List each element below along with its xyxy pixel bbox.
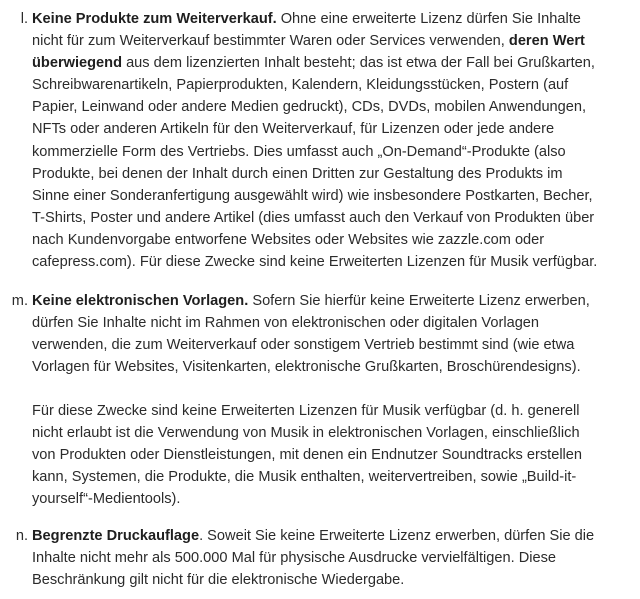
text-segment: Vorlagen für Websites, Visitenkarten, elektronische Grußkarten, Broschürendesigns). — [32, 359, 581, 376]
clause-marker: m. — [11, 293, 28, 309]
text-segment: Schreibwarenartikeln, Papierprodukten, Kalendern, Kleidungsstücken, Postern (auf — [32, 77, 569, 94]
text-segment: kommerzielle Form des Vertriebs. Dies umfasst auch „On-Demand“-Produkte (also — [32, 143, 566, 160]
text-segment: Ohne eine erweiterte Lizenz dürfen Sie Inhalte — [276, 11, 581, 27]
text-line — [32, 30, 634, 52]
text-segment: yourself“-Medientools). — [32, 491, 181, 508]
text-line — [32, 334, 634, 356]
text-line — [32, 229, 634, 251]
bold-text-segment: Keine elektronischen Vorlagen. — [32, 293, 249, 309]
clause-marker: l. — [20, 11, 28, 27]
clause-body — [32, 525, 634, 591]
text-segment: T-Shirts, Poster und andere Artikel (dies umfasst auch den Verkauf von Produkten über — [32, 209, 595, 226]
text-segment: Produkte, bei denen der Inhalt durch einen Dritten zur Gestaltung des Produkts im — [32, 165, 563, 182]
text-line — [32, 466, 634, 488]
text-line — [32, 8, 634, 30]
text-line — [32, 52, 634, 74]
text-line — [32, 118, 634, 140]
text-line — [32, 74, 634, 96]
clause-body — [32, 8, 634, 273]
text-line — [32, 141, 634, 163]
text-line — [32, 290, 634, 312]
text-segment: Sinne einer Sonderanfertigung ausgewählt wird) wie insbesondere Postkarten, Becher, — [32, 187, 593, 204]
text-line — [32, 207, 634, 229]
text-segment: nach Kundenvorgabe entworfene Websites oder Websites wie zazzle.com oder — [32, 231, 545, 248]
text-segment: cafepress.com). Für diese Zwecke sind keine Erweiterten Lizenzen für Musik verfügbar. — [32, 254, 598, 271]
text-line — [32, 163, 634, 185]
bold-text-segment: Begrenzte Druckauflage — [32, 528, 200, 544]
text-line — [32, 422, 634, 444]
bold-text-segment: überwiegend — [32, 55, 123, 72]
clause-body — [32, 290, 634, 378]
text-segment: Sofern Sie hierfür keine Erweiterte Lizenz erwerben, — [248, 293, 590, 309]
text-segment: kann, Systemen, die Produkte, die Musik enthalten, weitervertreiben, sowie „Build-it- — [32, 469, 577, 486]
text-segment: nicht erlaubt ist die Verwendung von Musik in elektronischen Vorlagen, einschließlich — [32, 425, 580, 442]
text-segment: Inhalte nicht mehr als 500.000 Mal für physische Ausdrucke vervielfältigen. Diese — [32, 550, 557, 567]
text-line — [32, 569, 634, 591]
text-segment: nicht für zum Weiterverkauf bestimmter Waren oder Services verwenden, — [32, 33, 509, 50]
text-line — [32, 488, 634, 510]
text-segment: von Produkten oder Dienstleistungen, mit denen ein Endnutzer Soundtracks erstellen — [32, 447, 583, 464]
text-segment: dürfen Sie Inhalte nicht im Rahmen von elektronischen oder digitalen Vorlagen — [32, 315, 540, 332]
text-line — [32, 444, 634, 466]
clause-body — [32, 400, 634, 510]
text-line — [32, 400, 634, 422]
bold-text-segment: Keine Produkte zum Weiterverkauf. — [32, 11, 277, 27]
text-line — [32, 312, 634, 334]
text-segment: aus dem lizenzierten Inhalt besteht; das ist etwa der Fall bei Grußkarten, — [122, 55, 595, 72]
text-segment: NFTs oder anderen Artikeln für den Weiterverkauf, für Lizenzen oder jede andere — [32, 121, 555, 138]
text-line — [32, 356, 634, 378]
text-line — [32, 96, 634, 118]
text-line — [32, 185, 634, 207]
bold-text-segment: deren Wert — [508, 33, 585, 50]
text-segment: verwenden, die zum Weiterverkauf oder sonstigem Vertrieb bestimmt sind (wie etwa — [32, 337, 575, 354]
text-segment: Für diese Zwecke sind keine Erweiterten Lizenzen für Musik verfügbar (d. h. generell — [32, 403, 580, 419]
text-line — [32, 547, 634, 569]
text-line — [32, 525, 634, 547]
clause-marker: n. — [15, 528, 28, 544]
text-segment: Papier, Leinwand oder andere Medien gedruckt), CDs, DVDs, mobilen Anwendungen, — [32, 99, 587, 116]
text-line — [32, 251, 634, 273]
text-segment: Beschränkung gilt nicht für die elektronische Wiedergabe. — [32, 572, 405, 589]
text-segment: . Soweit Sie keine Erweiterte Lizenz erwerben, dürfen Sie die — [199, 528, 595, 544]
